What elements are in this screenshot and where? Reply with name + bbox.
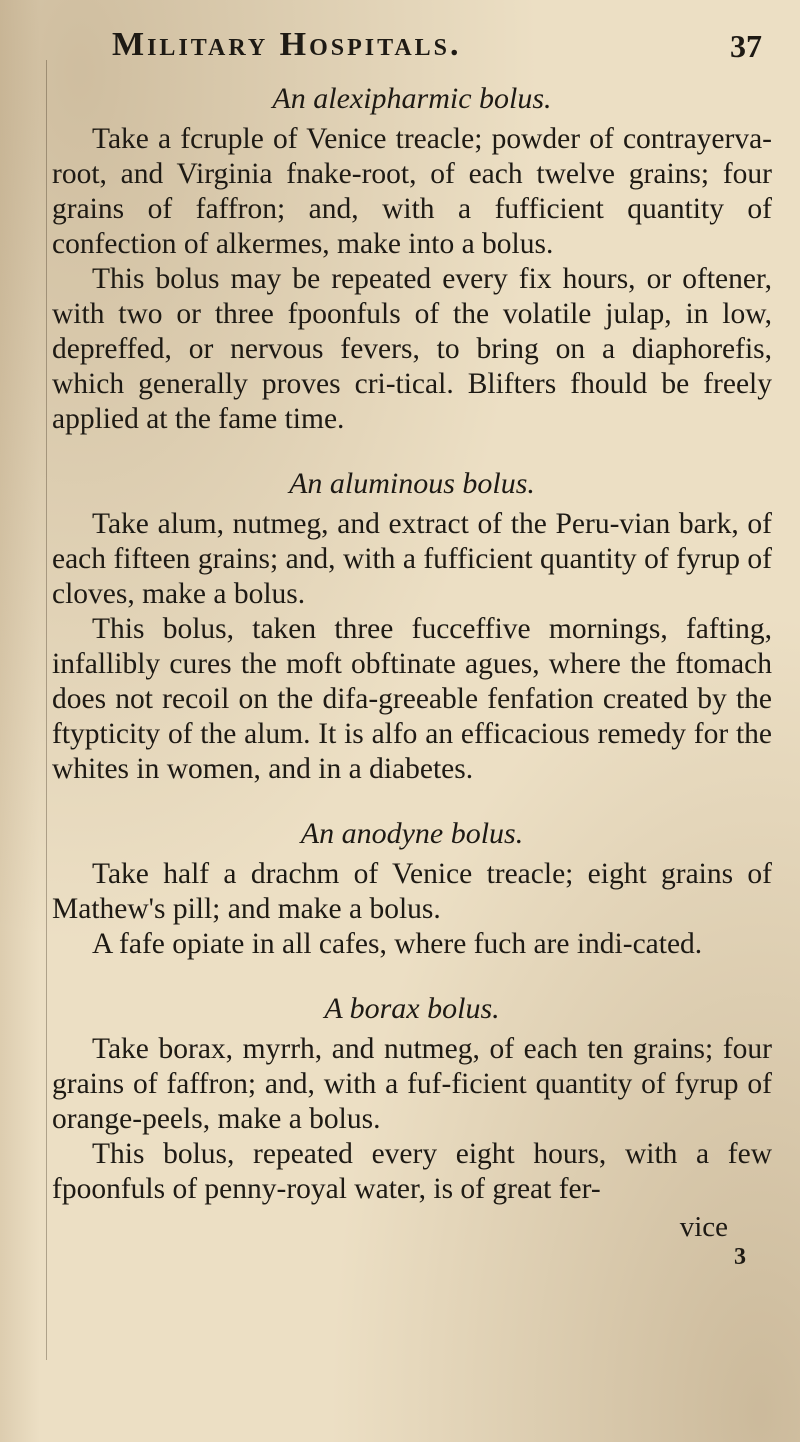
section-heading: A borax bolus. — [324, 992, 500, 1025]
section-anodyne-bolus — [52, 817, 772, 962]
paragraph: Take borax, myrrh, and nutmeg, of each ten grains; four grains of faffron; and, with a fuf-ficient quantity of fyrup of orange-peels, make a bolus. — [52, 1033, 772, 1135]
paragraph: This bolus may be repeated every fix hours, or oftener, with two or three fpoonfuls of the volatile julap, in low, depreffed, or nervous fevers, to bring on a diaphorefis, which generally proves cri-tical. Blifters fhould be freely applied at the fame time. — [52, 263, 772, 435]
section-aluminous-bolus — [52, 467, 772, 787]
paragraph: Take alum, nutmeg, and extract of the Peru-vian bark, of each fifteen grains; and, with a fufficient quantity of fyrup of cloves, make a bolus. — [52, 508, 772, 610]
signature-mark: 3 — [734, 1244, 746, 1270]
paragraph: This bolus, taken three fucceffive mornings, fafting, infallibly cures the moft obftinate agues, where the ftomach does not recoil on the difa-greeable fenfation created by the ftypticity of the alum. It is alfo an efficacious remedy for the whites in women, and in a diabetes. — [52, 613, 772, 785]
section-alexipharmic-bolus — [52, 82, 772, 437]
paragraph: Take a fcruple of Venice treacle; powder of contrayerva-root, and Virginia fnake-root, of each twelve grains; four grains of faffron; and, with a fufficient quantity of confection of alkermes, make into a bolus. — [52, 123, 772, 260]
section-heading: An anodyne bolus. — [300, 817, 524, 850]
paragraph: Take half a drachm of Venice treacle; eight grains of Mathew's pill; and make a bolus. — [52, 858, 772, 925]
paragraph: A fafe opiate in all cafes, where fuch are indi-cated. — [92, 928, 703, 960]
running-head — [52, 18, 772, 74]
catchword: vice — [679, 1211, 728, 1243]
gutter-line — [46, 60, 47, 1360]
section-heading: An aluminous bolus. — [289, 467, 535, 500]
paragraph: This bolus, repeated every eight hours, with a few fpoonfuls of penny-royal water, is of great fer- — [52, 1138, 772, 1205]
section-heading: An alexipharmic bolus. — [272, 82, 552, 115]
page-number: 37 — [730, 28, 762, 64]
section-borax-bolus — [52, 992, 772, 1207]
running-title: Military Hospitals. — [112, 26, 462, 63]
